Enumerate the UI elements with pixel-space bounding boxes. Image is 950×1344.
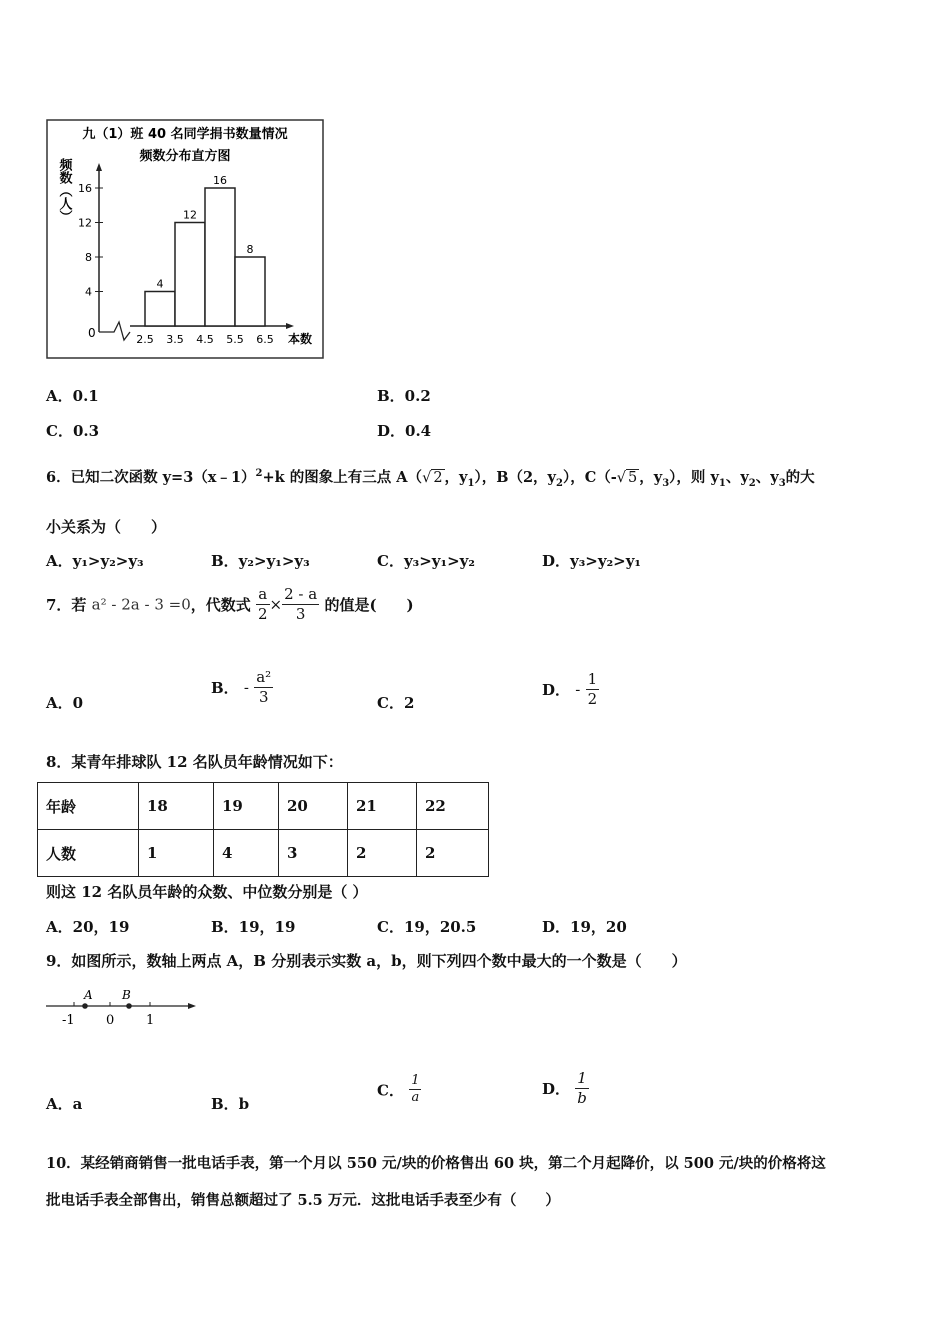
fraction-1-over-2: $\frac{1}{2}$ — [587, 670, 598, 708]
sqrt-2: √ 2 — [422, 470, 443, 486]
q6-text: +k 的图象上有三点 A（ — [262, 469, 423, 486]
tick-label-minus-1: -1 — [62, 1013, 75, 1028]
point-b — [126, 1003, 132, 1009]
q6-stem-line2: 小关系为（ ） — [46, 518, 167, 536]
q6-text: 、y — [725, 469, 749, 486]
q5-option-d[interactable]: D．0.4 — [377, 422, 432, 440]
q8-stem: 8．某青年排球队 12 名队员年龄情况如下： — [46, 753, 343, 771]
histogram-title-line1: 九（1）班 40 名同学捐书数量情况 — [82, 127, 288, 142]
x-axis-label: 本数 — [288, 332, 313, 346]
table-cell: 22 — [417, 783, 489, 830]
table-cell: 2 — [348, 830, 417, 877]
q9-option-d[interactable]: D． $\frac{1}{b}$ — [542, 1069, 587, 1107]
bar-value-label: 4 — [156, 277, 164, 291]
q8-question: 则这 12 名队员年龄的众数、中位数分别是（ ） — [46, 883, 368, 901]
q6-text: 6．已知二次函数 y=3（x﹣1） — [46, 469, 256, 486]
q6-stem-line1: 6．已知二次函数 y=3（x﹣1）$^2$+k 的图象上有三点 A（√ 2 ，$y_1$），B（2，$y_2$），C（-√ 5 ，$y_3$），则 $y_1$、$y_2$、$y_3$的大 — [46, 468, 815, 489]
q7-text: ，代数式 — [190, 595, 251, 614]
q7-text: 的值是( ) — [324, 595, 414, 614]
table-cell: 20 — [279, 783, 348, 830]
q9-option-b[interactable]: B．b — [211, 1095, 250, 1113]
q7-condition: a² - 2a - 3 =0 — [91, 595, 191, 614]
x-tick-label: 5.5 — [226, 333, 244, 346]
table-row — [38, 830, 489, 877]
x-tick-label: 6.5 — [256, 333, 274, 346]
q5-option-c[interactable]: C．0.3 — [46, 422, 100, 440]
q6-option-c[interactable]: C．y₃>y₁>y₂ — [377, 552, 475, 570]
histogram-bar — [205, 188, 235, 326]
q6-text: 、y — [755, 469, 779, 486]
q6-text: ），B（2，y — [474, 469, 556, 486]
q7-text: 7．若 — [46, 595, 87, 614]
y-tick-label: 4 — [85, 285, 92, 299]
histogram-bar — [145, 292, 175, 327]
table-cell: 19 — [214, 783, 279, 830]
q10-stem-line1: 10．某经销商销售一批电话手表，第一个月以 550 元/块的价格售出 60 块，第二个月起降价，以 500 元/块的价格将这 — [46, 1155, 826, 1172]
x-tick-label: 3.5 — [166, 333, 184, 346]
q6-text: 的大 — [785, 469, 815, 486]
fraction-a2-over-3: $\frac{\text{a²}}{3}$ — [256, 668, 272, 706]
table-cell: 1 — [139, 830, 214, 877]
q6-sup: 2 — [255, 468, 263, 480]
q7-option-b[interactable]: B． - $\frac{\text{a²}}{3}$ — [211, 668, 272, 706]
table-cell: 2 — [417, 830, 489, 877]
y-tick-label: 8 — [85, 251, 92, 264]
q9-option-c[interactable]: C． $\frac{1}{a}$ — [377, 1073, 420, 1106]
sqrt-5: √ 5 — [616, 470, 638, 486]
y-tick-label: 16 — [78, 182, 92, 195]
times-sign: × — [269, 595, 283, 614]
q7-option-a[interactable]: A．0 — [46, 694, 84, 712]
frequency-histogram — [44, 118, 326, 362]
q8-option-b[interactable]: B．19，19 — [211, 918, 296, 936]
table-cell: 18 — [139, 783, 214, 830]
histogram-title-line2: 频数分布直方图 — [139, 149, 231, 164]
fraction-2-minus-a-over-3: $\frac{2 - a}{3}$ — [284, 585, 318, 623]
q6-text: ，y — [639, 469, 663, 486]
q6-option-b[interactable]: B．y₂>y₁>y₃ — [211, 552, 310, 570]
number-line — [44, 984, 200, 1030]
q8-option-d[interactable]: D．19，20 — [542, 918, 627, 936]
fraction-1-over-b: $\frac{1}{b}$ — [577, 1069, 587, 1107]
tick-label-1: 1 — [146, 1013, 155, 1028]
table-cell: 3 — [279, 830, 348, 877]
histogram-bar — [235, 257, 265, 326]
table-cell: 年龄 — [38, 783, 139, 830]
point-a-label: A — [84, 988, 93, 1002]
y-tick-label: 12 — [78, 216, 92, 230]
number-line-arrow — [188, 1003, 196, 1009]
table-row — [38, 783, 489, 830]
table-cell: 21 — [348, 783, 417, 830]
q8-option-c[interactable]: C．19，20.5 — [377, 918, 477, 936]
table-cell: 人数 — [38, 830, 139, 877]
q7-option-c[interactable]: C．2 — [377, 694, 415, 712]
q6-text: ，y — [444, 469, 468, 486]
table-cell: 4 — [214, 830, 279, 877]
q5-option-b[interactable]: B．0.2 — [377, 387, 431, 405]
q6-option-a[interactable]: A．y₁>y₂>y₃ — [46, 552, 144, 570]
q6-text: ），C（- — [562, 469, 617, 486]
q10-stem-line2: 批电话手表全部售出，销售总额超过了 5.5 万元．这批电话手表至少有（ ） — [46, 1192, 560, 1209]
q7-stem — [46, 585, 414, 624]
point-b-label: B — [122, 988, 131, 1002]
histogram-y-label: 频数（人） — [56, 158, 72, 223]
q7-option-d[interactable]: D． - $\frac{1}{2}$ — [542, 670, 598, 708]
x-tick-label: 4.5 — [196, 333, 214, 346]
q9-option-a[interactable]: A．a — [46, 1095, 83, 1113]
origin-label: 0 — [88, 326, 96, 340]
q6-text: ），则 y — [669, 469, 719, 486]
bar-value-label: 8 — [246, 243, 254, 256]
bar-value-label: 16 — [213, 174, 227, 187]
x-tick-label: 2.5 — [136, 333, 154, 346]
fraction-1-over-a: $\frac{1}{a}$ — [411, 1073, 420, 1106]
q9-stem: 9．如图所示，数轴上两点 A，B 分别表示实数 a，b，则下列四个数中最大的一个数是（ ） — [46, 952, 687, 970]
bar-value-label: 12 — [183, 208, 197, 222]
tick-label-0: 0 — [106, 1013, 115, 1028]
fraction-a-over-2: $\frac{a}{2}$ — [258, 585, 268, 623]
q6-option-d[interactable]: D．y₃>y₂>y₁ — [542, 552, 642, 570]
point-a — [82, 1003, 88, 1009]
q8-option-a[interactable]: A．20，19 — [46, 918, 130, 936]
histogram-bar — [175, 223, 205, 327]
age-table — [37, 782, 489, 877]
q5-option-a[interactable]: A．0.1 — [46, 387, 99, 405]
